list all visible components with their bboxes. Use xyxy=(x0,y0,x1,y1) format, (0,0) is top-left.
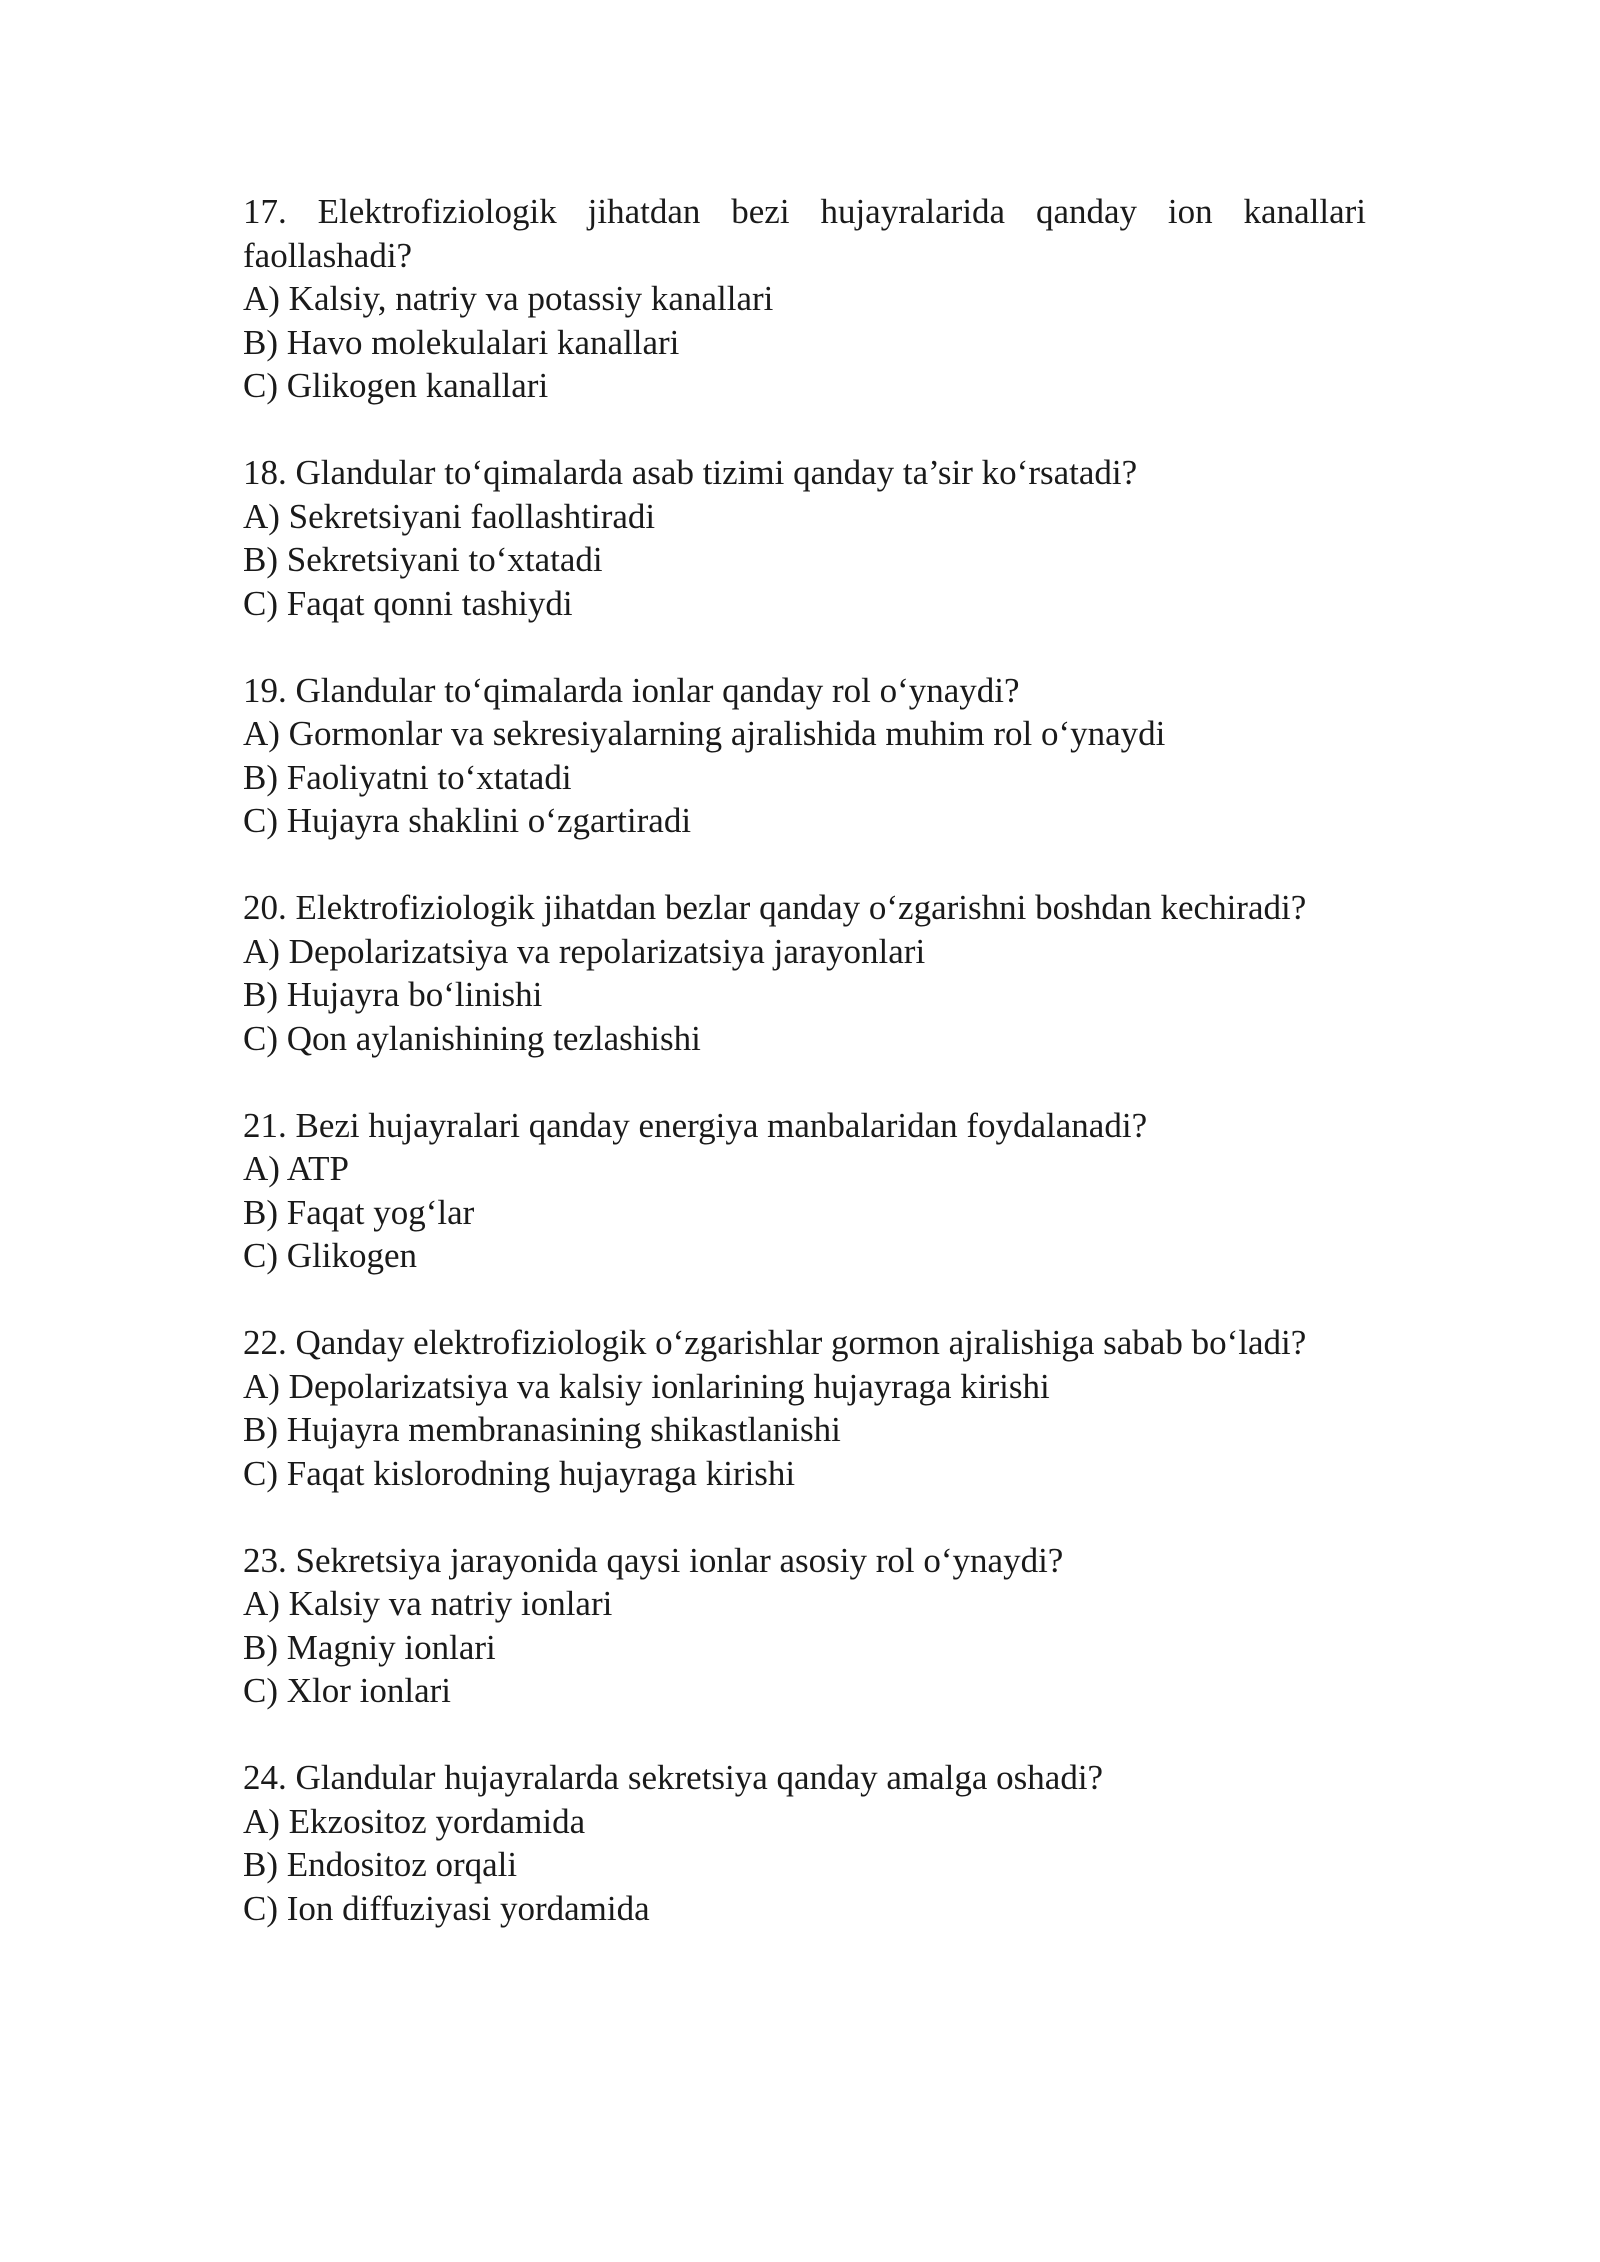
question-23 xyxy=(243,1539,1366,1713)
question-text: 21. Bezi hujayralari qanday energiya manbalaridan foydalanadi? xyxy=(243,1105,1148,1145)
option-a: A) Kalsiy, natriy va potassiy kanallari xyxy=(243,279,774,318)
question-text: 24. Glandular hujayralarda sekretsiya qanday amalga oshadi? xyxy=(243,1758,1104,1797)
question-20 xyxy=(243,886,1366,1060)
option-b: B) Havo molekulalari kanallari xyxy=(243,322,680,362)
option-b: B) Faoliyatni to‘xtatadi xyxy=(243,757,572,797)
option-a: A) Depolarizatsiya va kalsiy ionlarining hujayraga kirishi xyxy=(243,1366,1050,1406)
question-17 xyxy=(243,190,1366,408)
question-text: 22. Qanday elektrofiziologik o‘zgarishlar gormon ajralishiga sabab bo‘ladi? xyxy=(243,1323,1307,1362)
option-c: C) Faqat kislorodning hujayraga kirishi xyxy=(243,1453,796,1493)
question-18 xyxy=(243,451,1366,625)
option-c: C) Xlor ionlari xyxy=(243,1671,452,1710)
option-c: C) Ion diffuziyasi yordamida xyxy=(243,1888,650,1928)
question-text: 18. Glandular to‘qimalarda asab tizimi qanday ta’sir ko‘rsatadi? xyxy=(243,453,1138,492)
question-text: 17. Elektrofiziologik jihatdan bezi hujayralarida qanday ion kanallari faollashadi? xyxy=(243,192,1366,275)
question-19 xyxy=(243,669,1366,843)
option-a: A) Gormonlar va sekresiyalarning ajralishida muhim rol o‘ynaydi xyxy=(243,714,1166,753)
option-c: C) Hujayra shaklini o‘zgartiradi xyxy=(243,801,692,840)
option-a: A) Kalsiy va natriy ionlari xyxy=(243,1584,613,1623)
question-text: 23. Sekretsiya jarayonida qaysi ionlar asosiy rol o‘ynaydi? xyxy=(243,1540,1064,1580)
question-text: 19. Glandular to‘qimalarda ionlar qanday rol o‘ynaydi? xyxy=(243,670,1020,710)
question-24 xyxy=(243,1756,1366,1930)
option-b: B) Magniy ionlari xyxy=(243,1627,496,1667)
option-a: A) Depolarizatsiya va repolarizatsiya jarayonlari xyxy=(243,931,926,971)
question-22 xyxy=(243,1321,1366,1495)
document-page xyxy=(243,190,1366,1974)
option-c: C) Qon aylanishining tezlashishi xyxy=(243,1018,701,1058)
question-text: 20. Elektrofiziologik jihatdan bezlar qanday o‘zgarishni boshdan kechiradi? xyxy=(243,888,1307,927)
option-b: B) Sekretsiyani to‘xtatadi xyxy=(243,540,603,579)
option-b: B) Hujayra bo‘linishi xyxy=(243,975,543,1014)
option-b: B) Hujayra membranasining shikastlanishi xyxy=(243,1410,841,1449)
option-a: A) Ekzositoz yordamida xyxy=(243,1801,586,1841)
question-21 xyxy=(243,1104,1366,1278)
option-b: B) Faqat yog‘lar xyxy=(243,1192,475,1232)
option-a: A) ATP xyxy=(243,1149,349,1188)
option-c: C) Glikogen kanallari xyxy=(243,366,549,405)
option-c: C) Glikogen xyxy=(243,1236,418,1275)
option-c: C) Faqat qonni tashiydi xyxy=(243,583,573,623)
option-b: B) Endositoz orqali xyxy=(243,1845,518,1884)
option-a: A) Sekretsiyani faollashtiradi xyxy=(243,496,656,536)
